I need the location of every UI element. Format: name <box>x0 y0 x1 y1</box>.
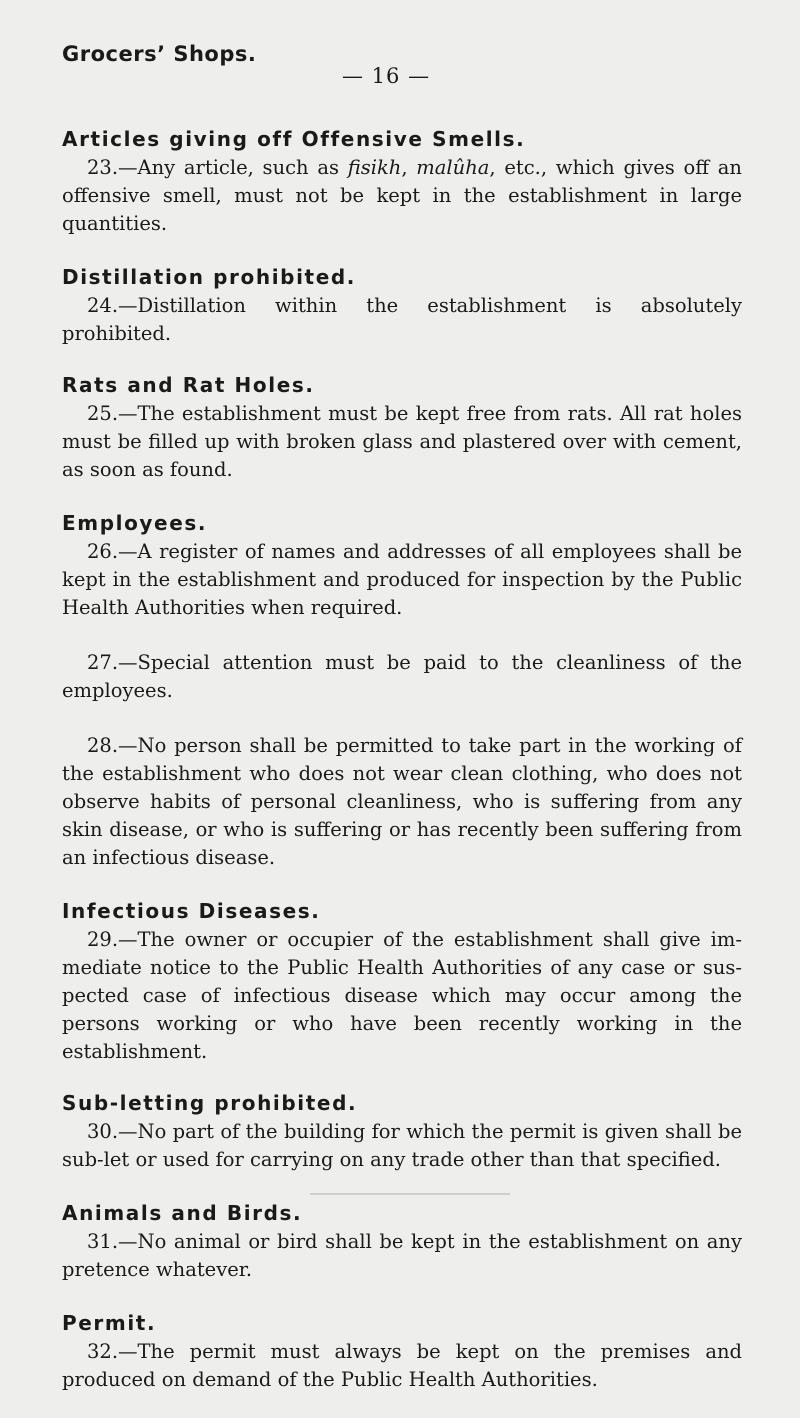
section-infectious-diseases <box>62 896 742 1066</box>
section-heading: Articles giving off Offensive Smells. <box>62 127 526 151</box>
page-body <box>62 124 742 1418</box>
section-heading: Employees. <box>62 511 208 535</box>
section-animals-birds <box>62 1198 742 1284</box>
paragraph-23: 23.—Any article, such as fisikh, malûha, etc., which gives off an offensive smell, must not be kept in the establishment in large quantities. <box>62 156 742 235</box>
italic-term: malûha <box>416 156 490 179</box>
italic-term: fisikh <box>347 156 402 179</box>
page-number: — 16 — <box>342 64 431 88</box>
paragraph-31: 31.—No animal or bird shall be kept in the establishment on any pretence whatever. <box>62 1230 742 1281</box>
running-head: Grocers’ Shops. <box>62 42 257 66</box>
section-offensive-smells <box>62 124 742 238</box>
section-heading: Infectious Diseases. <box>62 899 321 923</box>
paragraph-27: 27.—Special attention must be paid to the cleanliness of the employees. <box>62 651 742 702</box>
section-heading: Sub-letting prohibited. <box>62 1091 358 1115</box>
section-sub-letting <box>62 1088 742 1174</box>
section-heading: Rats and Rat Holes. <box>62 373 315 397</box>
section-employees <box>62 508 742 872</box>
paragraph-24: 24.—Distillation within the establishment is absolutely prohibited. <box>62 294 742 345</box>
paragraph-25: 25.—The establishment must be kept free from rats. All rat holes must be filled up with broken glass and plastered over with cement, as soon as found. <box>62 402 742 481</box>
bottom-divider <box>310 1193 510 1195</box>
paragraph-28: 28.—No person shall be permitted to take part in the working of the establishment who does not wear clean clothing, who does not observe habits of personal cleanliness, who is suffering from any skin disease, or who is suffering or has recently been suffering from an infectious disease. <box>62 734 742 869</box>
section-heading: Animals and Birds. <box>62 1201 303 1225</box>
section-permit <box>62 1308 742 1394</box>
section-distillation <box>62 262 742 348</box>
section-rats <box>62 370 742 484</box>
section-heading: Distillation prohibited. <box>62 265 356 289</box>
paragraph-32: 32.—The permit must always be kept on the premises and produced on demand of the Public Health Authorities. <box>62 1340 742 1391</box>
paragraph-30: 30.—No part of the building for which the permit is given shall be sub-let or used for carrying on any trade other than that specified. <box>62 1120 742 1171</box>
section-heading: Permit. <box>62 1311 157 1335</box>
paragraph-29: 29.—The owner or occupier of the establishment shall give im-mediate notice to the Public Health Authorities of any case or sus-pected case of infectious disease which may occur among the persons working or who have been recently working in the establishment. <box>62 928 742 1063</box>
paragraph-26: 26.—A register of names and addresses of all employees shall be kept in the establishment and produced for inspection by the Public Health Authorities when required. <box>62 540 742 619</box>
